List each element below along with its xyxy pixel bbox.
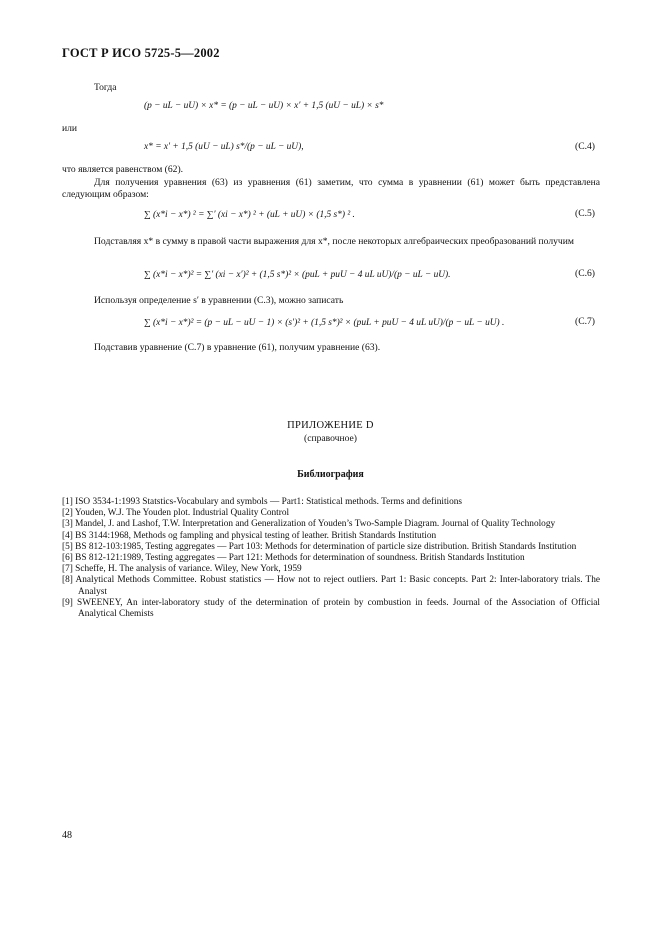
equation-number-c4: (C.4) — [575, 141, 595, 152]
text-substituting: Подставив уравнение (C.7) в уравнение (61), получим уравнение (63). — [94, 342, 381, 353]
bibliography-item: [8] Analytical Methods Committee. Robust statistics — How not to reject outliers. Part 1: Basic concepts. Part 2: Inter-laboratory trials. The Analyst — [62, 575, 600, 597]
text-equality: что является равенством (62). — [62, 164, 184, 175]
bibliography-item: [7] Scheffe, H. The analysis of variance. Wiley, New York, 1959 — [62, 564, 302, 575]
equation-c7: ∑ (x*i − x*)² = (p − uL − uU − 1) × (s′)² + (1,5 s*)² × (puL + puU − 4 uL uU)/(p − uL − uU) . — [144, 318, 505, 328]
equation-number-c5: (C.5) — [575, 208, 595, 219]
page-number: 48 — [62, 830, 72, 841]
text-using: Используя определение s′ в уравнении (C.3), можно записать — [94, 295, 344, 306]
bibliography-item: [1] ISO 3534-1:1993 Statstics-Vocabulary and symbols — Part1: Statistical methods. Terms and definitions — [62, 497, 463, 507]
paragraph-obtain: Для получения уравнения (63) из уравнения (61) заметим, что сумма в уравнении (61) может быть представлена следующим образом: — [62, 177, 600, 200]
bibliography-item: [5] BS 812-103:1985, Testing aggregates — Part 103: Methods for determination of particle size distribution. British Standards Institution — [62, 541, 577, 552]
bibliography-item: [9] SWEENEY, An inter-laboratory study of the determination of protein by combustion in feeds. Journal of the Association of Official Analytical Chemists — [62, 597, 600, 620]
equation-c4: x* = x′ + 1,5 (uU − uL) s*/(p − uL − uU), — [144, 142, 304, 152]
text-then: Тогда — [94, 82, 117, 93]
appendix-subtitle: (справочное) — [304, 433, 357, 444]
appendix-title: ПРИЛОЖЕНИЕ D — [287, 420, 374, 431]
document-header: ГОСТ Р ИСО 5725-5—2002 — [62, 46, 220, 60]
equation-1: (p − uL − uU) × x* = (p − uL − uU) × x′ + 1,5 (uU − uL) × s* — [144, 101, 384, 111]
bibliography-list — [62, 497, 600, 620]
bibliography-item: [6] BS 812-121:1989, Testing aggregates — Part 121: Methods for determination of soundness. British Standards Institution — [62, 553, 525, 564]
equation-c5: ∑ (x*i − x*) ² = ∑′ (xi − x*) ² + (uL + uU) × (1,5 s*) ² . — [144, 210, 355, 220]
bibliography-heading: Библиография — [297, 469, 364, 480]
equation-number-c7: (C.7) — [575, 316, 595, 327]
bibliography-item: [2] Youden, W.J. The Youden plot. Industrial Quality Control — [62, 508, 290, 519]
equation-number-c6: (C.6) — [575, 268, 595, 279]
paragraph-substitute: Подставляя x* в сумму в правой части выражения для x*, после некоторых алгебраических преобразований получим — [94, 236, 574, 247]
equation-c6: ∑ (x*i − x*)² = ∑′ (xi − x′)² + (1,5 s*)² × (puL + puU − 4 uL uU)/(p − uL − uU). — [144, 270, 451, 280]
bibliography-item: [3] Mandel, J. and Lashof, T.W. Interpretation and Generalization of Youden’s Two-Sample Diagram. Journal of Quality Technology — [62, 519, 556, 530]
text-or: или — [62, 123, 78, 134]
bibliography-item: [4] BS 3144:1968, Methods og fampling and physical testing of leather. British Standards Institution — [62, 530, 437, 541]
